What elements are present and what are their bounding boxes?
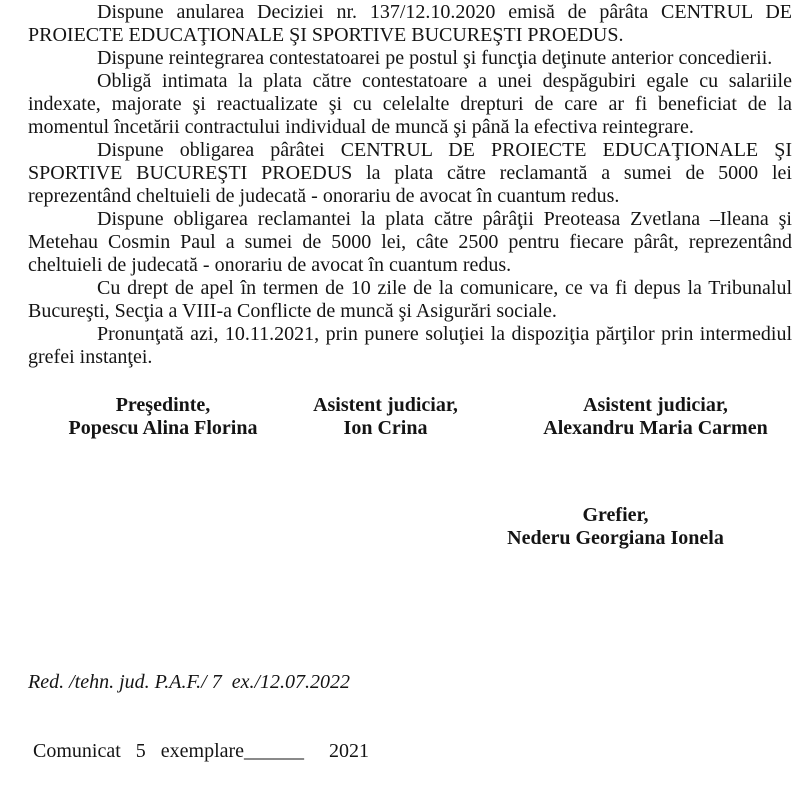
- signature-row: [0, 394, 806, 442]
- judgment-paragraph-costs-defendant: Dispune obligarea pârâtei CENTRUL DE PROIECTE EDUCAŢIONALE ŞI SPORTIVE BUCUREŞTI PROEDUS la plata către reclamantă a sumei de 5000 lei reprezentând cheltuieli de judecată - onorariu de avocat în cuantum redus.: [28, 139, 792, 207]
- signature-name: Alexandru Maria Carmen: [543, 417, 768, 439]
- judgment-paragraph-annulment: Dispune anularea Deciziei nr. 137/12.10.2020 emisă de pârâta CENTRUL DE PROIECTE EDUCAŢIONALE ŞI SPORTIVE BUCUREŞTI PROEDUS.: [28, 1, 792, 46]
- judgment-paragraph-reinstatement: Dispune reintegrarea contestatoarei pe postul şi funcţia deţinute anterior concedierii.: [97, 47, 773, 69]
- signature-judicial-assistant-2: [513, 394, 798, 440]
- redaction-note: Red. /tehn. jud. P.A.F./ 7 ex./12.07.2022: [28, 671, 351, 693]
- judgment-paragraph-pronouncement: Pronunţată azi, 10.11.2021, prin punere soluţiei la dispoziţia părţilor prin intermediul grefei instanţei.: [28, 323, 792, 368]
- footer-notes: [28, 625, 369, 809]
- judgment-paragraph-appeal-right: Cu drept de apel în termen de 10 zile de la comunicare, ce va fi depus la Tribunalul Bucureşti, Secţia a VIII-a Conflicte de muncă şi Asigurări sociale.: [28, 277, 792, 322]
- judgment-paragraph-damages: Obligă intimata la plata către contestatoare a unei despăgubiri egale cu salariile indexate, majorate şi reactualizate şi cu celelalte drepturi de care ar fi beneficiat de la momentul încetării contractului individual de muncă şi până la efectiva reintegrare.: [28, 70, 792, 138]
- communication-note: Comunicat 5 exemplare______ 2021: [28, 740, 370, 762]
- signature-name: Nederu Georgiana Ionela: [507, 527, 724, 549]
- signature-title: Grefier,: [582, 504, 649, 526]
- signature-title: Asistent judiciar,: [583, 394, 728, 416]
- signature-judicial-assistant-1: [283, 394, 488, 440]
- signature-title: Asistent judiciar,: [313, 394, 458, 416]
- signature-name: Ion Crina: [343, 417, 428, 439]
- signature-title: Preşedinte,: [115, 394, 211, 416]
- judgment-paragraph-costs-claimant: Dispune obligarea reclamantei la plata către pârâţii Preoteasa Zvetlana –Ileana şi Metehau Cosmin Paul a sumei de 5000 lei, câte 2500 pentru fiecare pârât, reprezentând cheltuieli de judecată - onorariu de avocat în cuantum redus.: [28, 208, 792, 276]
- judgment-body: [28, 1, 792, 369]
- signature-name: Popescu Alina Florina: [68, 417, 258, 439]
- signature-clerk: [478, 504, 753, 550]
- signature-president: [58, 394, 268, 440]
